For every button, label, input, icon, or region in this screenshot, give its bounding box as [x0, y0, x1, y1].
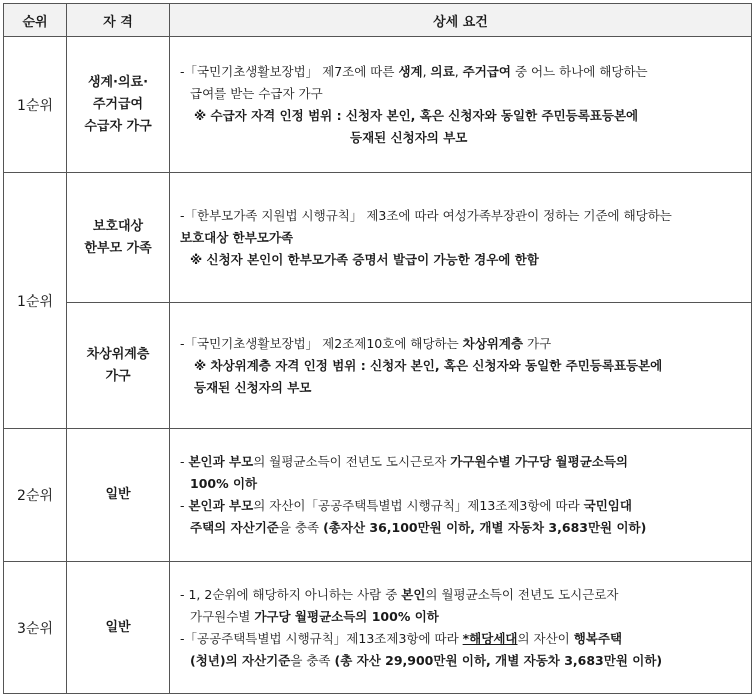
qualification-cell: [67, 173, 170, 303]
note-line: ※ 수급자 자격 인정 범위 : 신청자 본인, 혹은 신청자와 동일한 주민등록표등본에: [194, 107, 639, 123]
detail-cell: [170, 37, 752, 173]
qual-line: 주거급여: [92, 96, 144, 112]
table-row: [4, 173, 752, 303]
qual-line: 일반: [105, 487, 131, 502]
detail-line: -「국민기초생활보장법」 제7조에 따른 생계, 의료, 주거급여 중 어느 하나에 해당하는: [180, 63, 648, 79]
detail-line: 가구원수별 가구당 월평균소득의 100% 이하: [190, 608, 439, 624]
table-row: [4, 562, 752, 694]
qual-line: 가구: [105, 368, 131, 384]
header-rank: 순위: [4, 4, 67, 37]
detail-line: 보호대상 한부모가족: [180, 229, 294, 245]
detail-line: 100% 이하: [190, 476, 258, 491]
note-line: 등재된 신청자의 부모: [350, 129, 468, 145]
detail-line: (청년)의 자산기준을 충족 (총 자산 29,900만원 이하, 개별 자동차 3,683만원 이하): [190, 652, 663, 668]
note-line: ※ 신청자 본인이 한부모가족 증명서 발급이 가능한 경우에 한함: [190, 251, 539, 267]
header-detail: 상세 요건: [170, 4, 752, 37]
qualification-cell: [67, 562, 170, 694]
detail-cell: [170, 429, 752, 562]
rank-cell: 1순위: [4, 37, 67, 173]
detail-cell: [170, 562, 752, 694]
table-row: [4, 429, 752, 562]
qual-line: 보호대상: [92, 218, 144, 234]
qualification-cell: [67, 37, 170, 173]
detail-line: -「공공주택특별법 시행규칙」제13조제3항에 따라 *해당세대의 자산이 행복주택: [180, 630, 623, 646]
table-row: [4, 37, 752, 173]
rank-cell: 1순위: [4, 173, 67, 429]
detail-line: 급여를 받는 수급자 가구: [190, 85, 323, 101]
rank-cell: 3순위: [4, 562, 67, 694]
qualification-cell: [67, 303, 170, 429]
detail-line: 주택의 자산기준을 충족 (총자산 36,100만원 이하, 개별 자동차 3,683만원 이하): [190, 520, 647, 535]
qual-line: 차상위계층: [86, 346, 150, 362]
table-header-row: [4, 4, 752, 37]
note-line: ※ 차상위계층 자격 인정 범위 : 신청자 본인, 혹은 신청자와 동일한 주민등록표등본에: [194, 357, 663, 373]
qual-line: 수급자 가구: [84, 118, 152, 134]
detail-line: - 1, 2순위에 해당하지 아니하는 사람 중 본인의 월평균소득이 전년도 도시근로자: [180, 586, 619, 602]
qual-line: 일반: [105, 619, 131, 635]
detail-cell: [170, 173, 752, 303]
detail-line: -「한부모가족 지원법 시행규칙」 제3조에 따라 여성가족부장관이 정하는 기준에 해당하는: [180, 207, 672, 223]
header-qualification: 자 격: [67, 4, 170, 37]
detail-line: - 본인과 부모의 자산이「공공주택특별법 시행규칙」제13조제3항에 따라 국민임대: [180, 498, 632, 513]
detail-line: -「국민기초생활보장법」 제2조제10호에 해당하는 차상위계층 가구: [180, 335, 552, 351]
detail-line: - 본인과 부모의 월평균소득이 전년도 도시근로자 가구원수별 가구당 월평균소득의: [180, 454, 629, 469]
qual-line: 생계·의료·: [87, 74, 149, 90]
note-line: 등재된 신청자의 부모: [194, 379, 312, 395]
detail-cell: [170, 303, 752, 429]
rank-cell: 2순위: [4, 429, 67, 562]
qual-line: 한부모 가족: [84, 240, 152, 256]
eligibility-table: [3, 3, 752, 694]
table-row: [4, 303, 752, 429]
qualification-cell: [67, 429, 170, 562]
